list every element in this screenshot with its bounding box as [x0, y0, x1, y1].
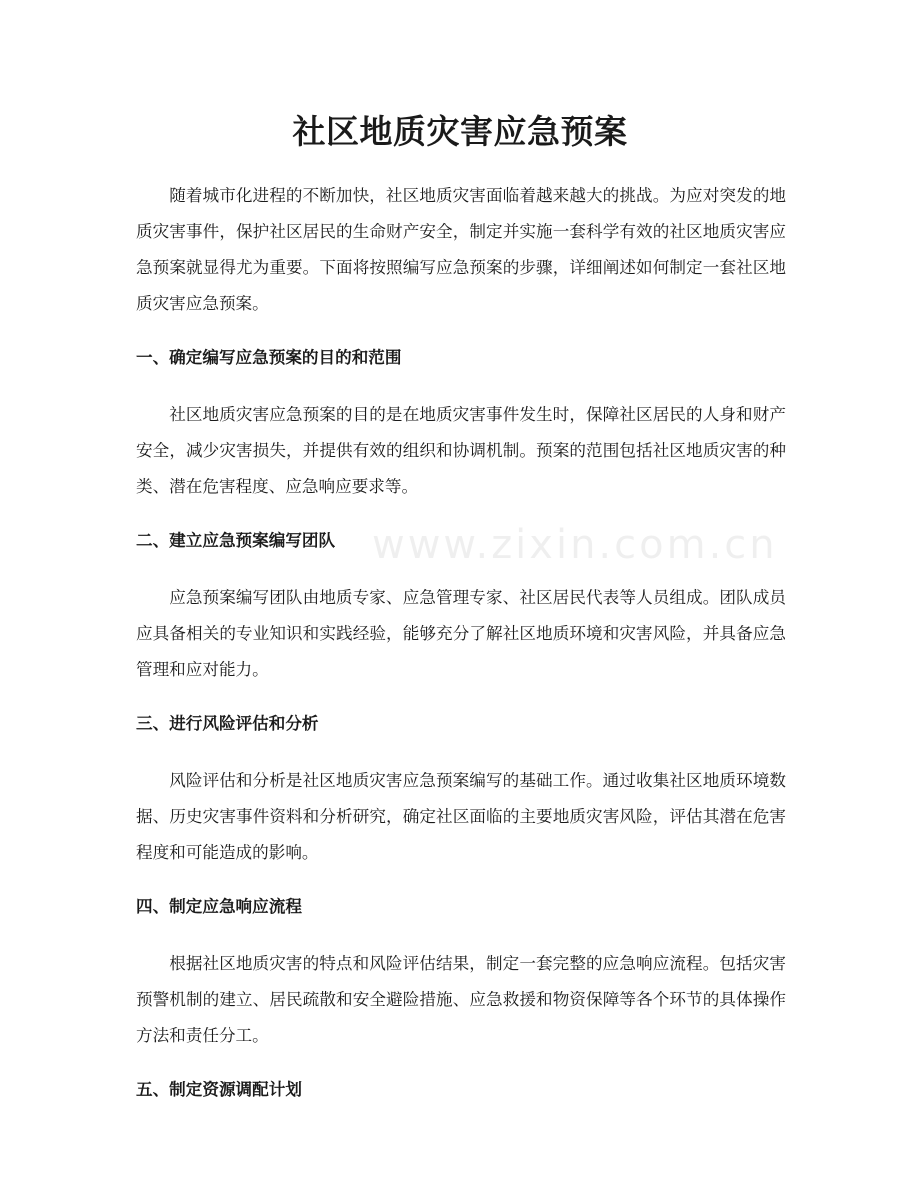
section-heading-5: 五、制定资源调配计划	[136, 1080, 302, 1099]
watermark: www.zixin.com.cn	[372, 522, 778, 568]
document-title: 社区地质灾害应急预案	[292, 112, 628, 151]
section-body-1: 社区地质灾害应急预案的目的是在地质灾害事件发生时，保障社区居民的人身和财产安全，减少灾害损失，并提供有效的组织和协调机制。预案的范围包括社区地质灾害的种类、潜在危害程度、应急响应要求等。	[136, 405, 786, 496]
section-heading-2: 二、建立应急预案编写团队	[136, 531, 336, 550]
section-body-2: 应急预案编写团队由地质专家、应急管理专家、社区居民代表等人员组成。团队成员应具备相关的专业知识和实践经验，能够充分了解社区地质环境和灾害风险，并具备应急管理和应对能力。	[136, 588, 786, 679]
section-body-4: 根据社区地质灾害的特点和风险评估结果，制定一套完整的应急响应流程。包括灾害预警机制的建立、居民疏散和安全避险措施、应急救援和物资保障等各个环节的具体操作方法和责任分工。	[136, 954, 786, 1045]
section-heading-3: 三、进行风险评估和分析	[136, 714, 319, 733]
intro-paragraph: 随着城市化进程的不断加快，社区地质灾害面临着越来越大的挑战。为应对突发的地质灾害事件，保护社区居民的生命财产安全，制定并实施一套科学有效的社区地质灾害应急预案就显得尤为重要。下面将按照编写应急预案的步骤，详细阐述如何制定一套社区地质灾害应急预案。	[136, 186, 786, 313]
document-body	[136, 178, 786, 1102]
section-heading-4: 四、制定应急响应流程	[136, 897, 302, 916]
section-body-3: 风险评估和分析是社区地质灾害应急预案编写的基础工作。通过收集社区地质环境数据、历史灾害事件资料和分析研究，确定社区面临的主要地质灾害风险，评估其潜在危害程度和可能造成的影响。	[136, 771, 786, 862]
section-heading-1: 一、确定编写应急预案的目的和范围	[136, 348, 402, 367]
